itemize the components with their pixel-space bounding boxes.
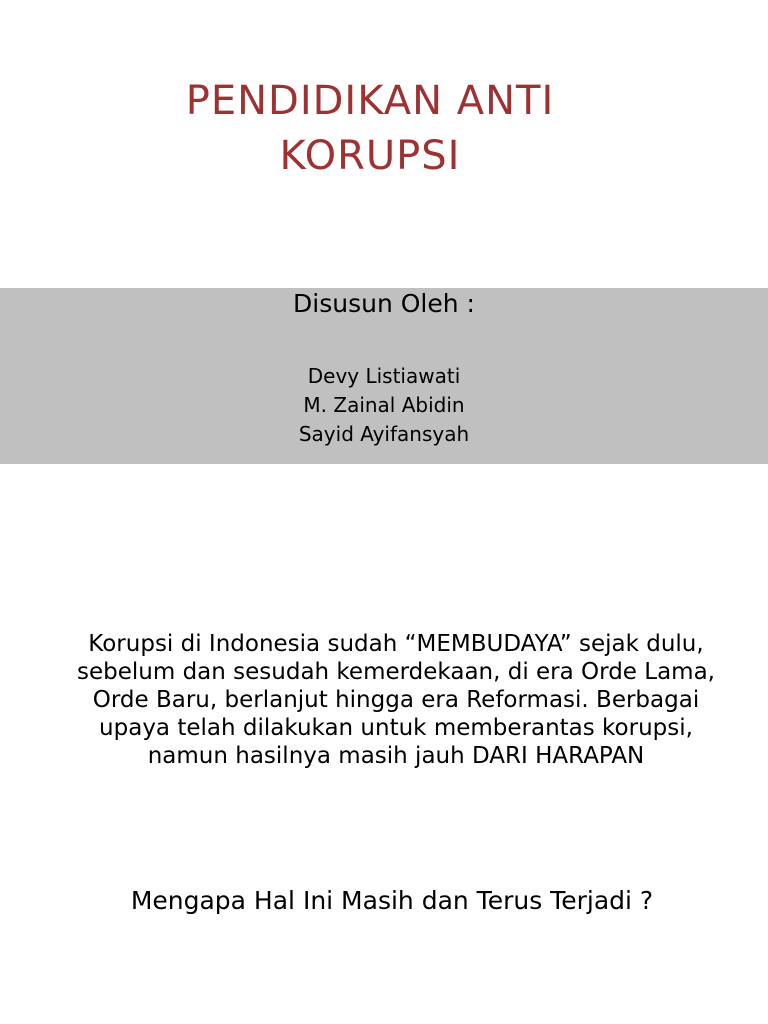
title-line-2: KORUPSI xyxy=(279,133,461,179)
title-line-1: PENDIDIKAN ANTI xyxy=(185,78,555,124)
closing-question: Mengapa Hal Ini Masih dan Terus Terjadi ? xyxy=(130,886,654,915)
body-paragraph: Korupsi di Indonesia sudah “MEMBUDAYA” sejak dulu, sebelum dan sesudah kemerdekaan, di era Orde Lama, Orde Baru, berlanjut hingga era Reformasi. Berbagai upaya telah dilakukan untuk memberantas korupsi, namun hasilnya masih jauh DARI HARAPAN xyxy=(77,631,715,769)
author-name: Devy Listiawati xyxy=(307,364,461,388)
author-name: Sayid Ayifansyah xyxy=(298,422,470,446)
author-list xyxy=(0,362,768,449)
byline-heading: Disusun Oleh : xyxy=(293,289,475,318)
author-name: M. Zainal Abidin xyxy=(303,393,465,417)
slide-title xyxy=(0,74,740,184)
